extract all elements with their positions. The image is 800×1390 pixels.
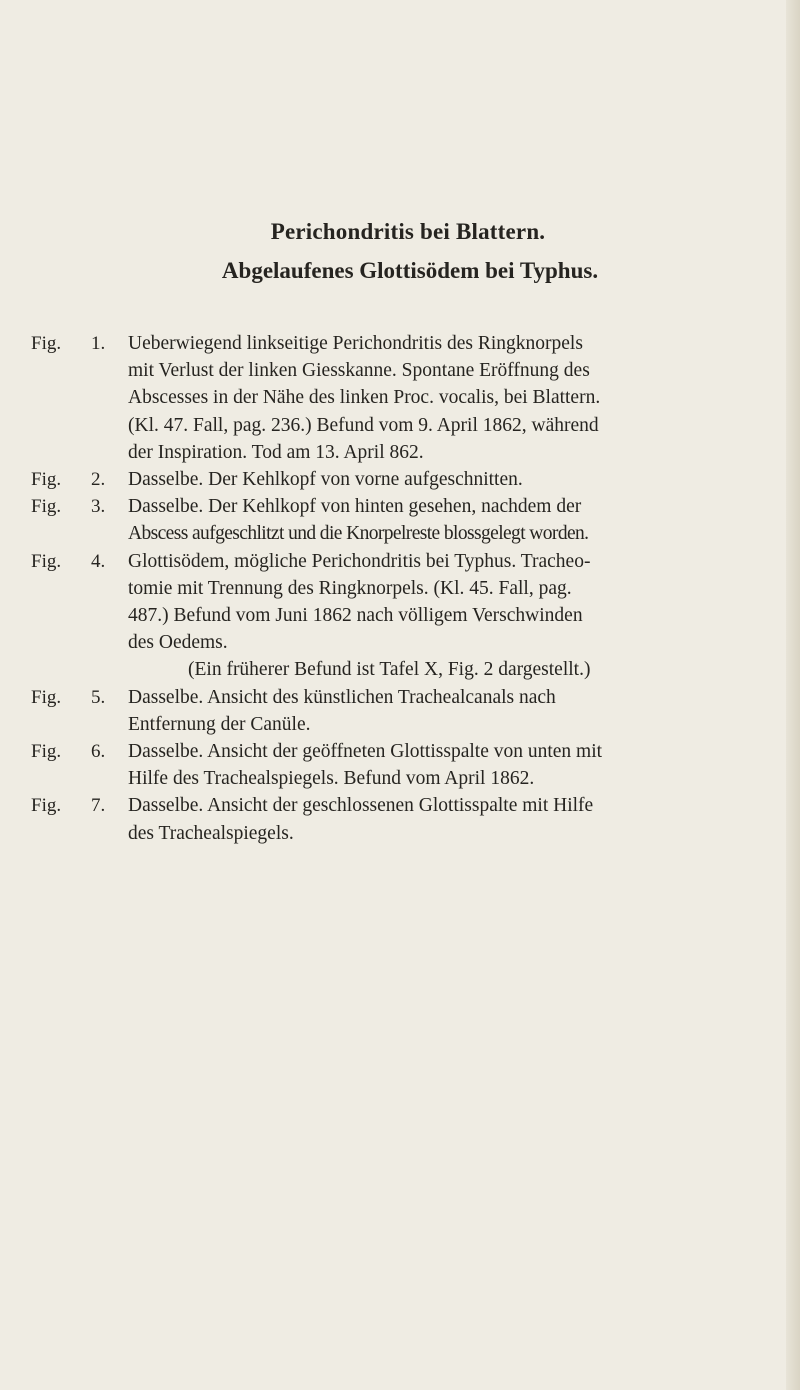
figure-entry-3 bbox=[31, 493, 781, 547]
caption-line: Dasselbe. Der Kehlkopf von vorne aufgeschnitten. bbox=[128, 469, 523, 491]
caption-line: (Kl. 47. Fall, pag. 236.) Befund vom 9. April 1862, während bbox=[128, 414, 599, 436]
figure-caption bbox=[128, 792, 781, 846]
page-subtitle: Abgelaufenes Glottisödem bei Typhus. bbox=[221, 258, 599, 283]
figure-caption bbox=[128, 548, 781, 657]
figure-label: Fig. bbox=[31, 686, 62, 708]
figure-label: Fig. bbox=[31, 550, 62, 572]
figure-number: 6. bbox=[91, 741, 106, 763]
caption-line: Dasselbe. Ansicht der geschlossenen Glottisspalte mit Hilfe bbox=[128, 795, 594, 817]
caption-line: Abscesses in der Nähe des linken Proc. vocalis, bei Blattern. bbox=[128, 387, 601, 409]
caption-line: mit Verlust der linken Giesskanne. Spontane Eröffnung des bbox=[128, 360, 590, 382]
figure-label: Fig. bbox=[31, 795, 62, 817]
caption-line: tomie mit Trennung des Ringknorpels. (Kl. 45. Fall, pag. bbox=[128, 577, 572, 599]
figure-list bbox=[31, 330, 781, 847]
caption-line: der Inspiration. Tod am 13. April 862. bbox=[128, 441, 424, 463]
caption-line: Abscess aufgeschlitzt und die Knorpelreste blossgelegt worden. bbox=[128, 523, 589, 545]
figure-caption bbox=[128, 684, 781, 738]
figure-entry-2 bbox=[31, 466, 781, 493]
caption-line: Dasselbe. Ansicht der geöffneten Glottisspalte von unten mit bbox=[128, 741, 603, 763]
figure-entry-1 bbox=[31, 330, 781, 466]
figure-number: 4. bbox=[91, 550, 106, 572]
figure-number: 3. bbox=[91, 496, 106, 518]
figure-entry-7 bbox=[31, 792, 781, 846]
caption-line: 487.) Befund vom Juni 1862 nach völligem Verschwinden bbox=[128, 605, 583, 627]
page-title: Perichondritis bei Blattern. bbox=[270, 219, 546, 244]
caption-line: des Oedems. bbox=[128, 632, 228, 654]
caption-line: Dasselbe. Ansicht des künstlichen Trachealcanals nach bbox=[128, 686, 556, 708]
figure-caption bbox=[128, 466, 781, 493]
caption-line: des Trachealspiegels. bbox=[128, 822, 294, 844]
caption-line: Dasselbe. Der Kehlkopf von hinten gesehen, nachdem der bbox=[128, 496, 582, 518]
figure-label: Fig. bbox=[31, 741, 62, 763]
caption-line: Entfernung der Canüle. bbox=[128, 713, 311, 735]
figure-number: 7. bbox=[91, 795, 106, 817]
figure-entry-6 bbox=[31, 738, 781, 792]
figure-number: 1. bbox=[91, 333, 106, 354]
figure-number: 5. bbox=[91, 686, 106, 708]
caption-line: Ueberwiegend linkseitige Perichondritis des Ringknorpels bbox=[128, 333, 583, 354]
figure-caption bbox=[128, 493, 781, 547]
caption-line: Glottisödem, mögliche Perichondritis bei Typhus. Tracheo- bbox=[128, 550, 591, 572]
header bbox=[0, 214, 800, 289]
figure-entry-4 bbox=[31, 548, 781, 657]
figure-label: Fig. bbox=[31, 333, 62, 354]
page-edge bbox=[786, 0, 800, 1390]
caption-line: Hilfe des Trachealspiegels. Befund vom April 1862. bbox=[128, 768, 535, 790]
figure-label: Fig. bbox=[31, 496, 62, 518]
figure-caption bbox=[128, 738, 781, 792]
figure-entry-5 bbox=[31, 684, 781, 738]
figure-number: 2. bbox=[91, 469, 106, 491]
figure-label: Fig. bbox=[31, 469, 62, 491]
figure-note: (Ein früherer Befund ist Tafel X, Fig. 2 dargestellt.) bbox=[188, 659, 591, 681]
figure-caption bbox=[128, 330, 781, 466]
